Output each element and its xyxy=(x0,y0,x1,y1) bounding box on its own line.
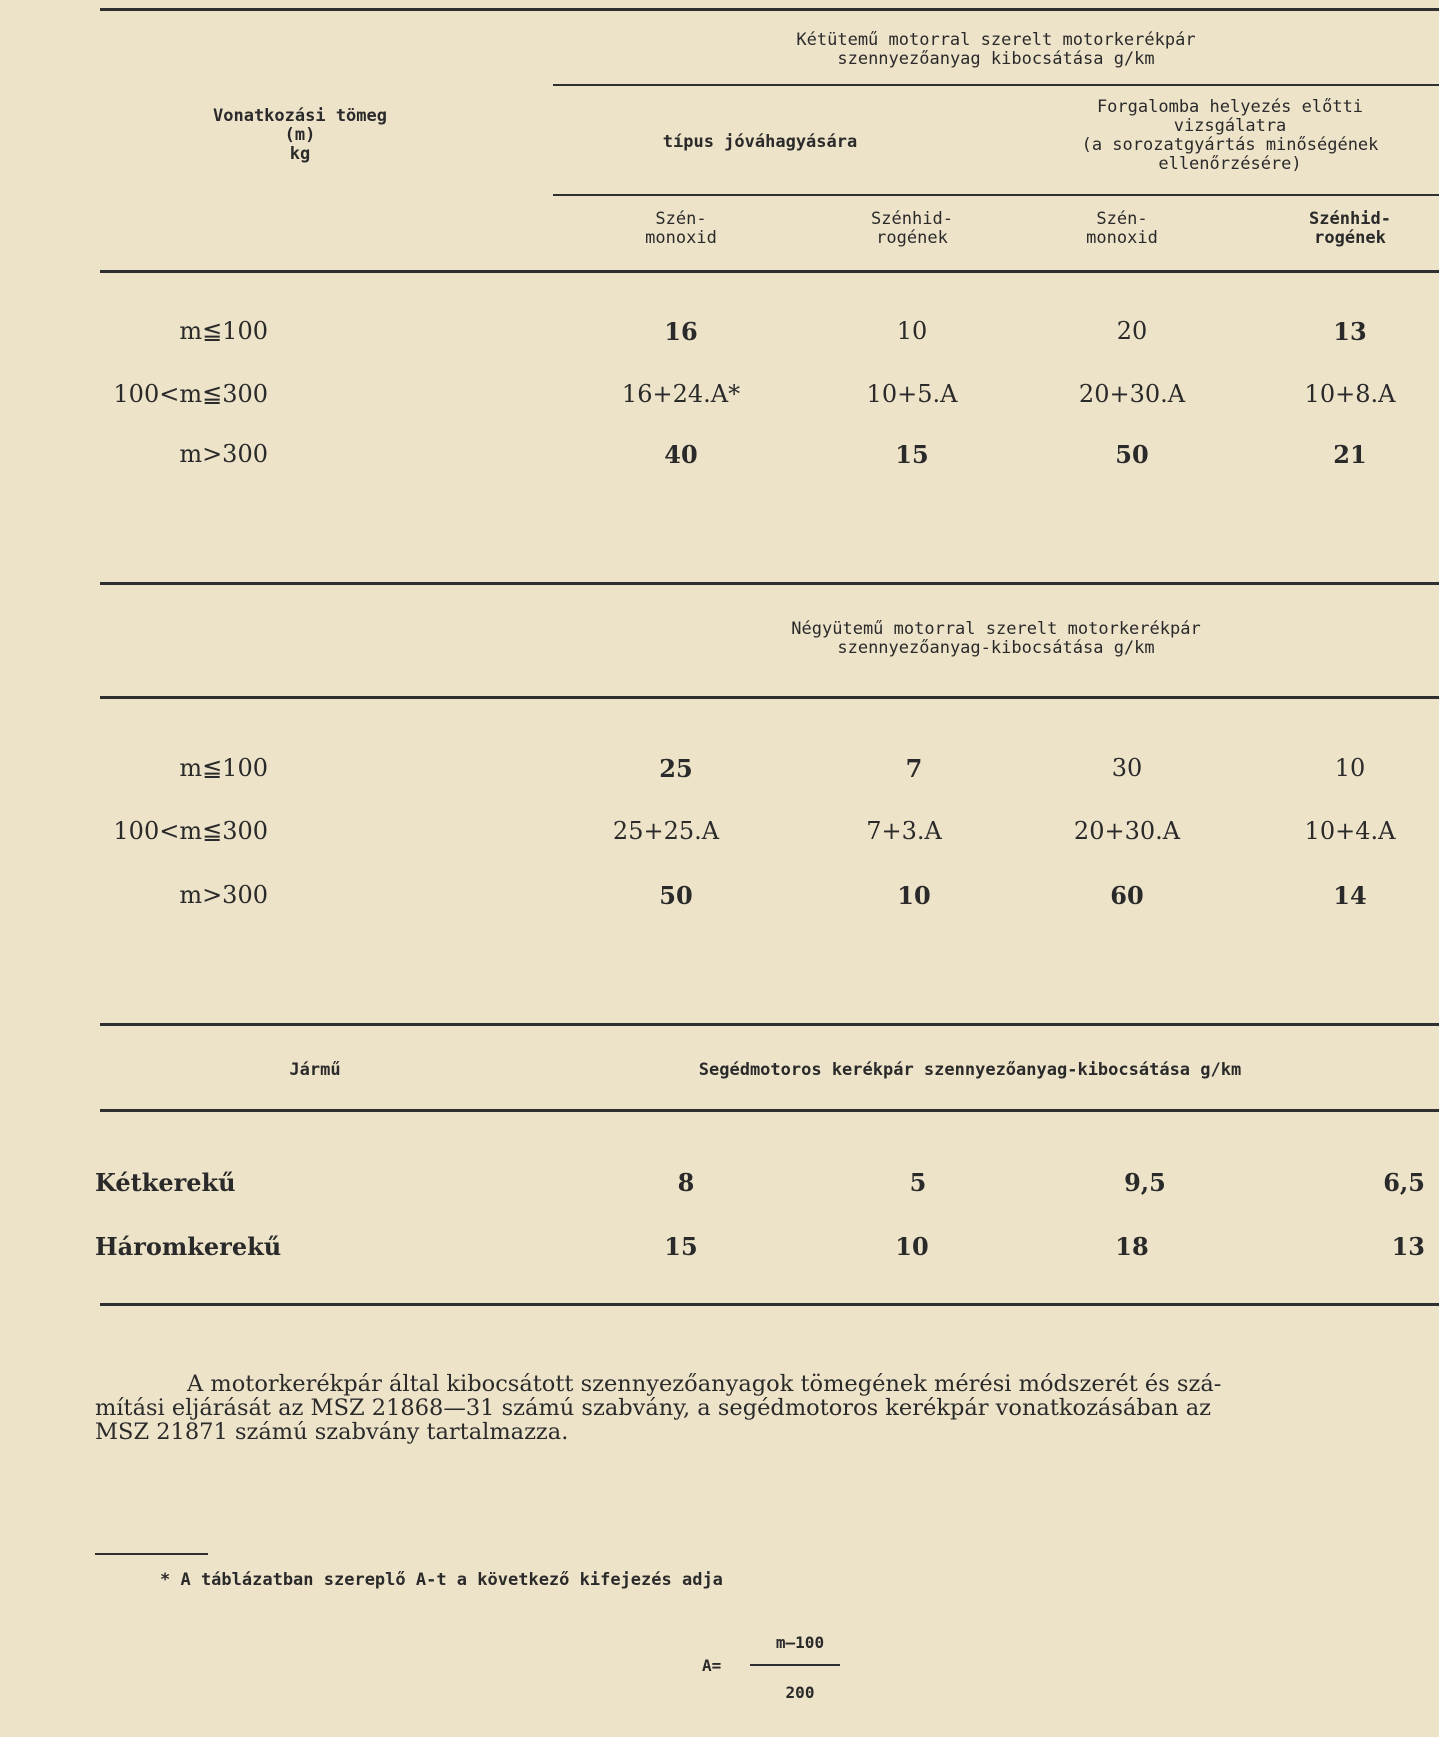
table-cell: 20+30.A xyxy=(1073,817,1181,845)
top-rule xyxy=(100,8,1439,11)
table-cell: 10 xyxy=(1334,754,1366,782)
column-header-rule xyxy=(553,194,1439,196)
table-cell: 7+3.A xyxy=(866,817,942,845)
formula-lhs: A= xyxy=(702,1656,722,1675)
table-cell: 15 xyxy=(895,440,929,469)
table-cell: 25 xyxy=(659,754,693,783)
section1-header-bottom-rule xyxy=(100,270,1439,273)
row-label: Háromkerekű xyxy=(95,1232,282,1261)
col-header-co-2: Szén- monoxid xyxy=(1086,209,1158,248)
table-cell: 40 xyxy=(664,440,698,469)
table-cell: 20 xyxy=(1116,317,1148,345)
section3-header-bottom-rule xyxy=(100,1109,1439,1112)
table-cell: 50 xyxy=(1115,440,1149,469)
table-cell: 9,5 xyxy=(1124,1168,1166,1197)
table-cell: 6,5 xyxy=(1383,1168,1425,1197)
row-label: m≦100 xyxy=(179,754,268,782)
vehicle-header: Jármű xyxy=(289,1060,341,1080)
table-cell: 50 xyxy=(659,881,693,910)
table-cell: 60 xyxy=(1110,881,1144,910)
row-label: 100<m≦300 xyxy=(113,380,268,408)
table-cell: 10+4.A xyxy=(1304,817,1396,845)
table-cell: 10+8.A xyxy=(1304,380,1396,408)
footnote-rule xyxy=(95,1553,208,1555)
table-cell: 10 xyxy=(895,1232,929,1261)
section1-title-rule xyxy=(553,84,1439,86)
table-cell: 13 xyxy=(1391,1232,1425,1261)
table-cell: 8 xyxy=(677,1168,695,1197)
row-label: Kétkerekű xyxy=(95,1168,236,1197)
table-cell: 16+24.A* xyxy=(621,380,741,408)
table-cell: 10 xyxy=(897,881,931,910)
ref-mass-header: Vonatkozási tömeg (m) kg xyxy=(213,106,387,164)
table-cell: 21 xyxy=(1333,440,1367,469)
table-cell: 30 xyxy=(1111,754,1143,782)
row-label: m>300 xyxy=(179,881,268,909)
body-paragraph: A motorkerékpár által kibocsátott szennyezőanyagok tömegének mérési módszerét és szá- mítási eljárását az MSZ 21868—31 számú szabvány, a segédmotoros kerékpár vonatkozásában az MSZ 21871 számú szabvány tartalmazza. xyxy=(95,1371,1222,1445)
formula-numerator: m—100 xyxy=(775,1633,825,1652)
row-label: m>300 xyxy=(179,440,268,468)
table-cell: 18 xyxy=(1115,1232,1149,1261)
table-cell: 5 xyxy=(909,1168,927,1197)
section3-title: Segédmotoros kerékpár szennyezőanyag-kibocsátása g/km xyxy=(698,1060,1242,1080)
table-cell: 14 xyxy=(1333,881,1367,910)
col-header-hc-2: Szénhid- rogének xyxy=(1309,209,1391,248)
table-cell: 16 xyxy=(664,317,698,346)
table-cell: 15 xyxy=(664,1232,698,1261)
fraction-line xyxy=(750,1664,840,1666)
table-cell: 10 xyxy=(896,317,928,345)
col-header-hc-1: Szénhid- rogének xyxy=(871,209,953,248)
row-label: m≦100 xyxy=(179,317,268,345)
section2-title: Négyütemű motorral szerelt motorkerékpár szennyezőanyag-kibocsátása g/km xyxy=(791,619,1201,658)
formula-denominator: 200 xyxy=(785,1683,815,1702)
footnote-text: * A táblázatban szereplő A-t a következő kifejezés adja xyxy=(160,1570,723,1590)
pre-registration-header: Forgalomba helyezés előtti vizsgálatra (a sorozatgyártás minőségének ellenőrzésére) xyxy=(1081,97,1379,174)
col-header-co-1: Szén- monoxid xyxy=(645,209,717,248)
type-approval-header: típus jóváhagyására xyxy=(662,132,858,152)
section3-bottom-rule xyxy=(100,1303,1439,1306)
table-cell: 25+25.A xyxy=(612,817,720,845)
table-cell: 10+5.A xyxy=(866,380,958,408)
row-label: 100<m≦300 xyxy=(113,817,268,845)
section3-top-rule xyxy=(100,1023,1439,1026)
section1-title: Kétütemű motorral szerelt motorkerékpár szennyezőanyag kibocsátása g/km xyxy=(796,30,1196,69)
section2-top-rule xyxy=(100,582,1439,585)
table-cell: 7 xyxy=(905,754,923,783)
section2-header-bottom-rule xyxy=(100,696,1439,699)
table-cell: 20+30.A xyxy=(1078,380,1186,408)
table-cell: 13 xyxy=(1333,317,1367,346)
